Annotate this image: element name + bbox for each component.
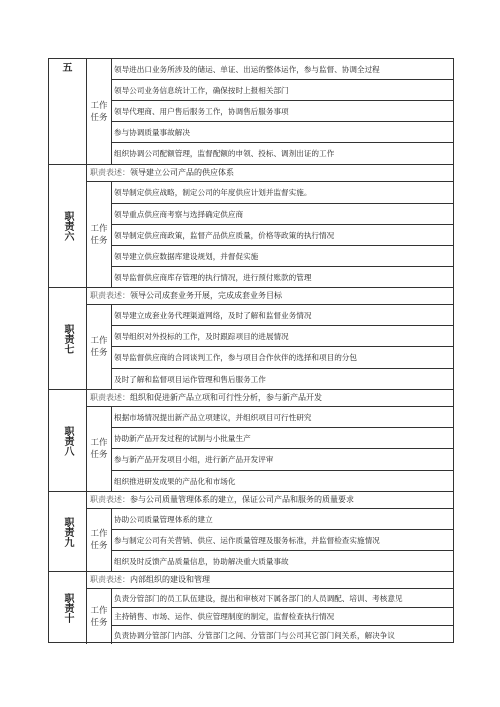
statement-prefix: 职责表述： [90,575,130,584]
responsibility-statement [87,390,453,407]
task-list [112,182,453,287]
task-list [112,305,453,389]
task-row: 组织推进研发成果的产品化和市场化 [114,477,236,486]
responsibility-label: 职责八 [62,425,73,456]
responsibility-label: 职责九 [62,516,73,547]
task-label: 工作任务 [90,605,108,628]
task-label: 工作任务 [90,529,108,551]
responsibility-statement [87,572,453,589]
task-row: 领导制定供应战略，制定公司的年度供应计划并监督实施。 [112,182,453,204]
task-row: 根据市场情况提出新产品立项建议，并组织项目可行性研究 [112,407,453,428]
responsibility-label-cell [49,165,87,287]
statement-prefix: 职责表述： [90,168,130,177]
task-row: 领导重点供应商考察与选择确定供应商 [112,204,453,225]
responsibility-statement [87,165,453,182]
responsibility-statement [87,492,453,509]
responsibility-statement [87,288,453,305]
task-row: 领导制定供应商政策，监督产品供应质量，价格等政策的执行情况 [112,225,453,246]
task-label-cell [87,509,112,571]
responsibility-section [49,287,453,389]
responsibility-label-cell [49,390,87,491]
task-list [112,509,453,571]
task-row: 组织协调公司配额管理，监督配额的申领、投标、调剂出证的工作 [114,149,335,158]
statement-text: 领导建立公司产品的供应体系 [130,168,234,177]
statement-text: 组织和促进新产品立项和可行性分析，参与新产品开发 [130,393,322,402]
task-row: 协助新产品开发过程的试制与小批量生产 [112,428,453,449]
responsibility-label: 五 [62,63,73,74]
task-row: 负责协调分管部门内部、分管部门之间、分管部门与公司其它部门间关系，解决争议 [114,631,395,640]
task-row: 参与新产品开发项目小组，进行新产品开发评审 [112,449,453,471]
task-row: 领导建立成套业务代理渠道网络，及时了解和监督业务情况 [112,305,453,326]
responsibility-label-cell [49,492,87,571]
task-row: 参与制定公司有关营销、供应、运作质量管理及服务标准，并监督检查实施情况 [112,530,453,551]
responsibility-section [49,59,453,164]
task-label-cell [87,305,112,389]
responsibility-table [48,58,454,643]
task-row: 领导建立供应数据库建设规划，并督促实施 [112,246,453,267]
task-row: 领导组织对外投标的工作，及时跟踪项目的进展情况 [112,326,453,347]
task-row: 领导进出口业务所涉及的储运、单证、出运的整体运作，参与监督、协调全过程 [112,59,453,80]
task-label-cell [87,589,112,644]
task-label-cell [87,182,112,287]
statement-text: 参与公司质量管理体系的建立，保证公司产品和服务的质量要求 [130,495,354,504]
statement-prefix: 职责表述： [90,393,130,402]
task-row: 领导公司业务信息统计工作，确保按时上报相关部门 [112,80,453,101]
task-label-cell [87,407,112,491]
task-row: 主持销售、市场、运作、供应管理制度的制定，监督检查执行情况 [112,608,453,626]
task-row: 协助公司质量管理体系的建立 [112,509,453,530]
task-label-cell [87,59,112,164]
task-row: 及时了解和监督项目运作管理和售后服务工作 [114,375,266,384]
task-row: 领导代理商、用户售后服务工作，协调售后服务事项 [112,101,453,122]
responsibility-label: 职责十 [62,593,73,623]
task-label: 工作任务 [90,336,108,358]
task-label: 工作任务 [90,438,108,460]
task-list [112,407,453,491]
task-list [112,59,453,164]
statement-prefix: 职责表述： [90,291,130,300]
task-row: 领导监督供应商的合同谈判工作，参与项目合作伙伴的选择和项目的分包 [112,347,453,369]
task-label: 工作任务 [90,223,108,246]
task-label: 工作任务 [90,100,108,123]
responsibility-section [49,491,453,571]
responsibility-section [49,389,453,491]
responsibility-label-cell [49,572,87,644]
responsibility-section [49,164,453,287]
responsibility-label: 职责七 [62,323,73,354]
responsibility-label-cell [49,59,87,164]
task-row: 参与协调质量事故解决 [112,122,453,143]
responsibility-label-cell [49,288,87,389]
task-row: 领导监督供应商库存管理的执行情况，进行预付账款的管理 [114,273,312,282]
responsibility-section [49,571,453,644]
statement-text: 领导公司成套业务开展，完成成套业务目标 [130,291,282,300]
task-row: 组织及时反馈产品质量信息，协助解决重大质量事故 [114,557,289,566]
task-list [112,589,453,644]
responsibility-label: 职责六 [62,211,73,241]
task-row: 负责分管部门的员工队伍建设，提出和审核对下属各部门的人员调配、培训、考核意见 [112,589,453,608]
statement-text: 内部组织的建设和管理 [130,575,210,584]
statement-prefix: 职责表述： [90,495,130,504]
